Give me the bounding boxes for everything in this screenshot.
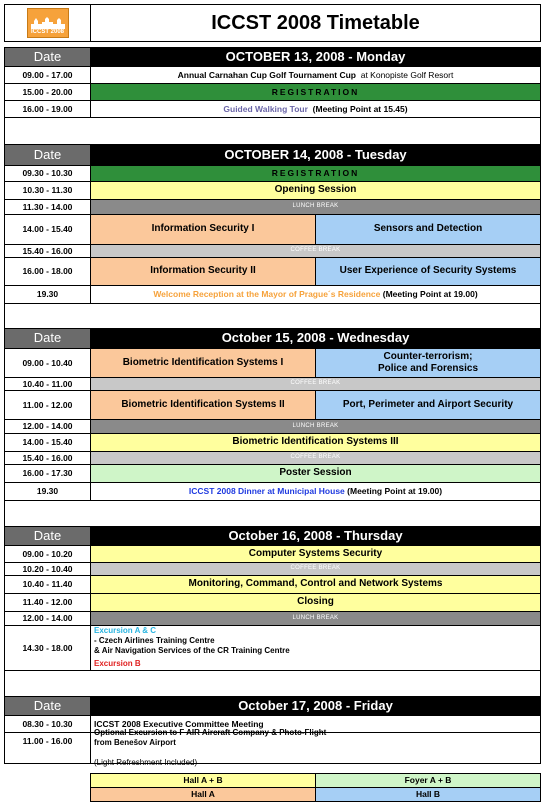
time-cell: 09.00 - 10.40 [4,348,91,378]
excursion-line [94,738,197,768]
registration-cell: REGISTRATION [90,83,541,101]
time-cell: 09.30 - 10.30 [4,165,91,182]
date-label: Date [4,328,91,349]
event-highlight: ICCST 2008 Dinner at Municipal House [188,486,345,497]
excursion-line: & Air Navigation Services of the CR Training Centre [94,646,290,655]
castle-skyline-icon [30,17,66,29]
time-cell: 15.40 - 16.00 [4,244,91,258]
lunch-break-cell: LUNCH BREAK [90,611,541,626]
page-title: ICCST 2008 Timetable [90,4,541,42]
date-label: Date [4,526,91,546]
walking-tour-cell [90,100,541,118]
legend-hall-a-b: Hall A + B [90,773,316,788]
date-label: Date [4,47,91,67]
optional-excursion-cell [90,728,541,767]
logo-text: ICCST 2008 [30,29,64,35]
event-suffix: (Meeting Point at 15.45) [312,103,408,114]
coffee-break-cell: COFFEE BREAK [90,377,541,391]
plenary-session-cell: Computer Systems Security [90,545,541,563]
session-line: Counter-terrorism; [383,350,473,362]
opening-session-cell: Opening Session [90,181,541,200]
time-cell: 09.00 - 10.20 [4,545,91,563]
golf-tournament-cell [90,66,541,84]
coffee-break-cell: COFFEE BREAK [90,244,541,258]
conference-logo [4,4,91,42]
day-header-tuesday: OCTOBER 14, 2008 - Tuesday [90,144,541,166]
spacer-row [4,500,541,527]
plenary-session-cell: Monitoring, Command, Control and Network Systems [90,575,541,594]
time-cell: 14.00 - 15.40 [4,433,91,452]
coffee-break-cell: COFFEE BREAK [90,562,541,576]
time-cell: 14.00 - 15.40 [4,214,91,245]
legend-hall-b: Hall B [315,787,541,802]
coffee-break-cell: COFFEE BREAK [90,451,541,465]
time-cell: 11.30 - 14.00 [4,199,91,215]
date-label: Date [4,696,91,716]
time-cell: 10.40 - 11.00 [4,377,91,391]
time-cell: 11.00 - 16.00 [4,732,91,764]
executive-meeting-cell: ICCST 2008 Executive Committee Meeting [90,715,541,733]
date-label: Date [4,144,91,166]
time-cell: 12.00 - 14.00 [4,611,91,626]
event-suffix: at Konopiste Golf Resort [360,69,454,80]
hall-b-session-cell [315,348,541,378]
hall-b-session-cell: User Experience of Security Systems [315,257,541,286]
spacer-row [4,117,541,145]
time-cell: 10.30 - 11.30 [4,181,91,200]
registration-cell: REGISTRATION [90,165,541,182]
excursion-b-label: Excursion B [94,659,141,668]
excursions-cell [90,625,541,671]
day-header-monday: OCTOBER 13, 2008 - Monday [90,47,541,67]
spacer-row [4,670,541,697]
event-suffix: (Meeting Point at 19.00) [347,486,443,497]
hall-b-session-cell: Sensors and Detection [315,214,541,245]
time-cell: 14.30 - 18.00 [4,625,91,671]
time-cell: 19.30 [4,285,91,304]
logo-badge [27,8,69,38]
excursion-line [94,626,215,646]
legend-foyer-a-b: Foyer A + B [315,773,541,788]
closing-session-cell: Closing [90,593,541,612]
excursion-a-c-label: Excursion A & C [94,626,157,635]
day-header-wednesday: October 15, 2008 - Wednesday [90,328,541,349]
time-cell: 19.30 [4,482,91,501]
time-cell: 09.00 - 17.00 [4,66,91,84]
time-cell: 10.20 - 10.40 [4,562,91,576]
event-suffix: (Meeting Point at 19.00) [382,289,478,300]
poster-session-cell: Poster Session [90,464,541,483]
hall-b-session-cell: Port, Perimeter and Airport Security [315,390,541,420]
time-cell: 12.00 - 14.00 [4,419,91,434]
welcome-reception-cell [90,285,541,304]
plenary-session-cell: Biometric Identification Systems III [90,433,541,452]
time-cell: 11.40 - 12.00 [4,593,91,612]
excursion-a-c-text: - Czech Airlines Training Centre [94,636,215,645]
lunch-break-cell: LUNCH BREAK [90,419,541,434]
excursion-line-part: (Light Refreshment Included) [94,758,198,767]
day-header-friday: October 17, 2008 - Friday [90,696,541,716]
hall-a-session-cell: Information Security II [90,257,316,286]
conference-dinner-cell [90,482,541,501]
lunch-break-cell: LUNCH BREAK [90,199,541,215]
event-text: Annual Carnahan Cup Golf Tournament Cup [177,69,356,80]
legend-hall-a: Hall A [90,787,316,802]
excursion-line-part: from Benešov Airport [94,738,176,747]
event-highlight: Guided Walking Tour [223,103,308,114]
spacer-row [4,303,541,329]
hall-a-session-cell: Biometric Identification Systems II [90,390,316,420]
time-cell: 15.40 - 16.00 [4,451,91,465]
time-cell: 16.00 - 19.00 [4,100,91,118]
day-header-thursday: October 16, 2008 - Thursday [90,526,541,546]
time-cell: 10.40 - 11.40 [4,575,91,594]
time-cell: 11.00 - 12.00 [4,390,91,420]
session-line: Police and Forensics [377,363,479,374]
excursion-line: Optional Excursion to F AIR Aircraft Company & Photo-Flight [94,728,327,737]
time-cell: 08.30 - 10.30 [4,715,91,733]
time-cell: 15.00 - 20.00 [4,83,91,101]
time-cell: 16.00 - 17.30 [4,464,91,483]
hall-a-session-cell: Biometric Identification Systems I [90,348,316,378]
event-highlight: Welcome Reception at the Mayor of Prague´s Residence [153,289,381,300]
hall-a-session-cell: Information Security I [90,214,316,245]
time-cell: 16.00 - 18.00 [4,257,91,286]
